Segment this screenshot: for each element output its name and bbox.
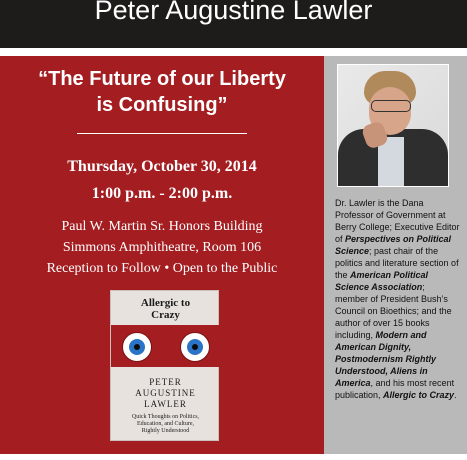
book-author-line-1: PETER <box>149 377 182 387</box>
bio-association: American Political Science Association <box>335 270 429 292</box>
eyeball-icon <box>180 332 210 362</box>
page-header <box>0 0 467 48</box>
book-author <box>111 377 220 410</box>
bio-text: ; member of President Bush’s Council on Bioethics; and the author of over 15 books including, <box>335 282 452 340</box>
book-title-line-1: Allergic to <box>140 297 191 309</box>
event-location-building: Paul W. Martin Sr. Honors Building <box>61 219 263 234</box>
book-subtitle <box>111 414 220 435</box>
eyeball-icon <box>122 332 152 362</box>
book-subtitle-line-2: Education, and Culture, <box>137 421 194 427</box>
event-time: 1:00 p.m. - 2:00 p.m. <box>91 185 233 202</box>
divider <box>0 48 467 56</box>
bio-journal: Perspectives on Political Science <box>335 234 452 256</box>
bio-text: ; past chair of the politics and literature section of the <box>335 246 459 280</box>
book-subtitle-line-1: Quick Thoughts on Politics, <box>131 414 200 420</box>
talk-title <box>0 66 324 118</box>
iris-icon <box>187 339 203 355</box>
event-note: Reception to Follow • Open to the Public <box>46 261 278 276</box>
bio-books: Modern and American Dignity, Postmodernism Rightly Understood, Aliens in America <box>335 330 437 388</box>
title-rule <box>77 133 247 134</box>
book-author-line-2: AUGUSTINE <box>135 388 196 398</box>
book-author-line-3: LAWLER <box>144 399 187 409</box>
bio-text: , and his most recent publication, <box>335 378 455 400</box>
bio-recent-book: Allergic to Crazy <box>383 390 455 400</box>
speaker-name: Peter Augustine Lawler <box>94 0 373 25</box>
iris-icon <box>129 339 145 355</box>
pupil-icon <box>192 344 198 350</box>
photo-glasses <box>371 100 411 112</box>
speaker-photo <box>337 64 449 187</box>
bottom-border <box>0 454 467 460</box>
speaker-bio <box>335 197 460 401</box>
event-location-room: Simmons Amphitheatre, Room 106 <box>62 240 262 255</box>
book-cover <box>110 290 219 441</box>
talk-title-line-1: “The Future of our Liberty <box>38 68 286 90</box>
book-title-line-2: Crazy <box>151 309 180 321</box>
talk-title-line-2: is Confusing” <box>96 94 228 116</box>
bio-text: Dr. Lawler is the Dana Professor of Government at Berry College; Executive Editor of <box>335 198 460 244</box>
bio-text: . <box>454 390 457 400</box>
book-title <box>111 297 220 321</box>
event-date: Thursday, October 30, 2014 <box>67 158 257 175</box>
pupil-icon <box>134 344 140 350</box>
book-subtitle-line-3: Rightly Understood <box>141 428 190 434</box>
